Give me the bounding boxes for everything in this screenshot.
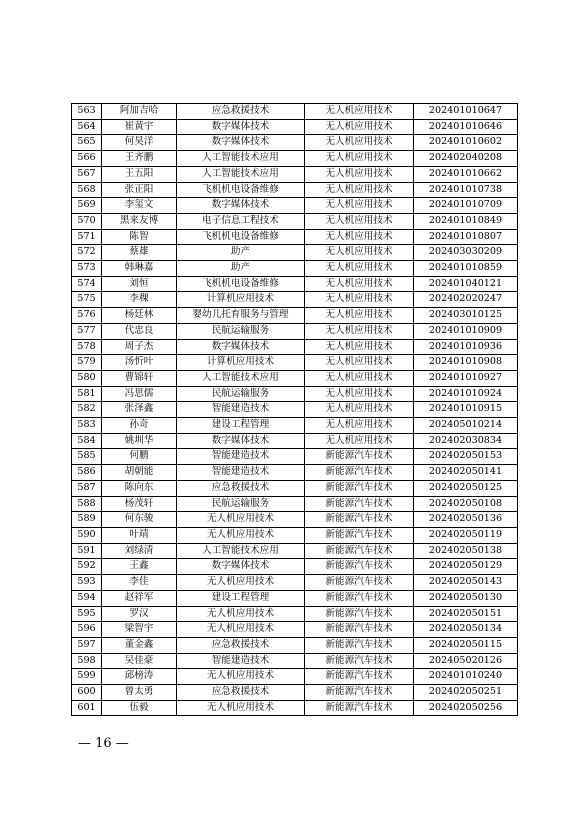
new-major-cell: 无人机应用技术 <box>305 166 414 182</box>
table-row <box>72 496 518 512</box>
table-row <box>72 323 518 339</box>
student-id-cell: 202401010915 <box>414 402 518 418</box>
table-row <box>72 449 518 465</box>
student-id-cell: 202402050134 <box>414 622 518 638</box>
student-name-cell: 王五阳 <box>102 166 177 182</box>
row-number-cell: 564 <box>72 119 102 135</box>
new-major-cell: 无人机应用技术 <box>305 151 414 167</box>
student-id-cell: 202402020247 <box>414 292 518 308</box>
student-name-cell: 曾太勇 <box>102 685 177 701</box>
original-major-cell: 无人机应用技术 <box>177 669 305 685</box>
original-major-cell: 无人机应用技术 <box>177 575 305 591</box>
row-number-cell: 601 <box>72 700 102 716</box>
table-row <box>72 653 518 669</box>
table-row <box>72 119 518 135</box>
new-major-cell: 无人机应用技术 <box>305 402 414 418</box>
student-name-cell: 何昊洋 <box>102 135 177 151</box>
row-number-cell: 597 <box>72 637 102 653</box>
student-id-cell: 202401010909 <box>414 323 518 339</box>
student-id-cell: 202401010908 <box>414 355 518 371</box>
original-major-cell: 应急救援技术 <box>177 104 305 120</box>
new-major-cell: 新能源汽车技术 <box>305 480 414 496</box>
new-major-cell: 新能源汽车技术 <box>305 606 414 622</box>
original-major-cell: 婴幼儿托育服务与管理 <box>177 308 305 324</box>
table-row <box>72 465 518 481</box>
row-number-cell: 595 <box>72 606 102 622</box>
new-major-cell: 无人机应用技术 <box>305 135 414 151</box>
table-row <box>72 418 518 434</box>
new-major-cell: 无人机应用技术 <box>305 355 414 371</box>
row-number-cell: 573 <box>72 261 102 277</box>
student-id-cell: 202401010240 <box>414 669 518 685</box>
student-id-cell: 202403030209 <box>414 245 518 261</box>
table-row <box>72 637 518 653</box>
student-name-cell: 蔡雄 <box>102 245 177 261</box>
row-number-cell: 587 <box>72 480 102 496</box>
table-row <box>72 276 518 292</box>
student-name-cell: 陈向东 <box>102 480 177 496</box>
new-major-cell: 新能源汽车技术 <box>305 465 414 481</box>
row-number-cell: 588 <box>72 496 102 512</box>
page-number: — 16 — <box>78 736 129 751</box>
new-major-cell: 新能源汽车技术 <box>305 559 414 575</box>
student-id-cell: 202401010924 <box>414 386 518 402</box>
new-major-cell: 无人机应用技术 <box>305 182 414 198</box>
table-row <box>72 213 518 229</box>
table-row <box>72 104 518 120</box>
new-major-cell: 无人机应用技术 <box>305 104 414 120</box>
original-major-cell: 人工智能技术应用 <box>177 166 305 182</box>
original-major-cell: 数字媒体技术 <box>177 135 305 151</box>
student-id-cell: 202401040121 <box>414 276 518 292</box>
row-number-cell: 565 <box>72 135 102 151</box>
original-major-cell: 民航运输服务 <box>177 496 305 512</box>
table-row <box>72 685 518 701</box>
student-id-cell: 202405020126 <box>414 653 518 669</box>
original-major-cell: 计算机应用技术 <box>177 355 305 371</box>
student-name-cell: 何东骏 <box>102 512 177 528</box>
row-number-cell: 568 <box>72 182 102 198</box>
original-major-cell: 人工智能技术应用 <box>177 543 305 559</box>
table-row <box>72 480 518 496</box>
original-major-cell: 无人机应用技术 <box>177 622 305 638</box>
original-major-cell: 数字媒体技术 <box>177 559 305 575</box>
table-row <box>72 182 518 198</box>
new-major-cell: 新能源汽车技术 <box>305 637 414 653</box>
student-id-cell: 202403010125 <box>414 308 518 324</box>
student-table <box>71 103 518 716</box>
table-row <box>72 606 518 622</box>
row-number-cell: 599 <box>72 669 102 685</box>
row-number-cell: 572 <box>72 245 102 261</box>
new-major-cell: 新能源汽车技术 <box>305 669 414 685</box>
new-major-cell: 新能源汽车技术 <box>305 527 414 543</box>
student-id-cell: 202401010646 <box>414 119 518 135</box>
original-major-cell: 智能建造技术 <box>177 465 305 481</box>
student-id-cell: 202401010709 <box>414 198 518 214</box>
original-major-cell: 数字媒体技术 <box>177 198 305 214</box>
student-name-cell: 汤忻叶 <box>102 355 177 371</box>
student-name-cell: 罗汉 <box>102 606 177 622</box>
new-major-cell: 新能源汽车技术 <box>305 622 414 638</box>
student-name-cell: 刘恒 <box>102 276 177 292</box>
table-row <box>72 261 518 277</box>
row-number-cell: 574 <box>72 276 102 292</box>
student-id-cell: 202402050115 <box>414 637 518 653</box>
student-name-cell: 赵祥军 <box>102 590 177 606</box>
student-name-cell: 梁智宇 <box>102 622 177 638</box>
new-major-cell: 无人机应用技术 <box>305 213 414 229</box>
student-name-cell: 吴佳豪 <box>102 653 177 669</box>
student-id-cell: 202402050119 <box>414 527 518 543</box>
new-major-cell: 新能源汽车技术 <box>305 496 414 512</box>
new-major-cell: 无人机应用技术 <box>305 323 414 339</box>
new-major-cell: 新能源汽车技术 <box>305 700 414 716</box>
table-row <box>72 402 518 418</box>
original-major-cell: 无人机应用技术 <box>177 700 305 716</box>
student-id-cell: 202402050136 <box>414 512 518 528</box>
table-row <box>72 622 518 638</box>
student-table-body <box>72 104 518 716</box>
row-number-cell: 592 <box>72 559 102 575</box>
student-name-cell: 黑来友博 <box>102 213 177 229</box>
row-number-cell: 594 <box>72 590 102 606</box>
student-name-cell: 姚圳华 <box>102 433 177 449</box>
row-number-cell: 566 <box>72 151 102 167</box>
row-number-cell: 576 <box>72 308 102 324</box>
student-name-cell: 崔黄宇 <box>102 119 177 135</box>
row-number-cell: 582 <box>72 402 102 418</box>
student-id-cell: 202401010738 <box>414 182 518 198</box>
new-major-cell: 无人机应用技术 <box>305 292 414 308</box>
table-row <box>72 135 518 151</box>
original-major-cell: 人工智能技术应用 <box>177 370 305 386</box>
row-number-cell: 600 <box>72 685 102 701</box>
original-major-cell: 智能建造技术 <box>177 402 305 418</box>
new-major-cell: 无人机应用技术 <box>305 386 414 402</box>
table-row <box>72 229 518 245</box>
row-number-cell: 570 <box>72 213 102 229</box>
new-major-cell: 新能源汽车技术 <box>305 575 414 591</box>
row-number-cell: 571 <box>72 229 102 245</box>
student-id-cell: 202402050108 <box>414 496 518 512</box>
original-major-cell: 无人机应用技术 <box>177 527 305 543</box>
student-id-cell: 202402050141 <box>414 465 518 481</box>
student-id-cell: 202401010807 <box>414 229 518 245</box>
table-row <box>72 669 518 685</box>
table-row <box>72 527 518 543</box>
student-id-cell: 202401010927 <box>414 370 518 386</box>
student-name-cell: 胡朝能 <box>102 465 177 481</box>
table-row <box>72 575 518 591</box>
student-name-cell: 周子杰 <box>102 339 177 355</box>
new-major-cell: 无人机应用技术 <box>305 370 414 386</box>
student-name-cell: 刘绿清 <box>102 543 177 559</box>
student-id-cell: 202402050130 <box>414 590 518 606</box>
student-name-cell: 王齐鹏 <box>102 151 177 167</box>
student-name-cell: 张正阳 <box>102 182 177 198</box>
table-row <box>72 386 518 402</box>
table-row <box>72 245 518 261</box>
row-number-cell: 584 <box>72 433 102 449</box>
table-row <box>72 198 518 214</box>
student-name-cell: 李稞 <box>102 292 177 308</box>
student-name-cell: 曹锦轩 <box>102 370 177 386</box>
original-major-cell: 建设工程管理 <box>177 590 305 606</box>
student-id-cell: 202402050138 <box>414 543 518 559</box>
original-major-cell: 无人机应用技术 <box>177 512 305 528</box>
new-major-cell: 无人机应用技术 <box>305 276 414 292</box>
student-id-cell: 202402050251 <box>414 685 518 701</box>
new-major-cell: 新能源汽车技术 <box>305 685 414 701</box>
row-number-cell: 578 <box>72 339 102 355</box>
student-id-cell: 202402050125 <box>414 480 518 496</box>
student-id-cell: 202402050151 <box>414 606 518 622</box>
table-row <box>72 559 518 575</box>
row-number-cell: 591 <box>72 543 102 559</box>
original-major-cell: 数字媒体技术 <box>177 119 305 135</box>
table-row <box>72 308 518 324</box>
new-major-cell: 无人机应用技术 <box>305 339 414 355</box>
student-name-cell: 杨茂轩 <box>102 496 177 512</box>
original-major-cell: 应急救援技术 <box>177 480 305 496</box>
table-row <box>72 151 518 167</box>
new-major-cell: 无人机应用技术 <box>305 418 414 434</box>
student-id-cell: 202402050143 <box>414 575 518 591</box>
row-number-cell: 581 <box>72 386 102 402</box>
row-number-cell: 583 <box>72 418 102 434</box>
row-number-cell: 577 <box>72 323 102 339</box>
original-major-cell: 飞机机电设备维修 <box>177 276 305 292</box>
student-id-cell: 202405010214 <box>414 418 518 434</box>
student-id-cell: 202401010849 <box>414 213 518 229</box>
new-major-cell: 新能源汽车技术 <box>305 512 414 528</box>
original-major-cell: 智能建造技术 <box>177 653 305 669</box>
student-name-cell: 韩琳嘉 <box>102 261 177 277</box>
row-number-cell: 575 <box>72 292 102 308</box>
student-name-cell: 李佳 <box>102 575 177 591</box>
student-name-cell: 陈智 <box>102 229 177 245</box>
table-row <box>72 292 518 308</box>
table-row <box>72 590 518 606</box>
student-name-cell: 杨廷林 <box>102 308 177 324</box>
student-id-cell: 202401010602 <box>414 135 518 151</box>
row-number-cell: 586 <box>72 465 102 481</box>
new-major-cell: 无人机应用技术 <box>305 308 414 324</box>
new-major-cell: 无人机应用技术 <box>305 433 414 449</box>
new-major-cell: 新能源汽车技术 <box>305 543 414 559</box>
student-name-cell: 阿加吉哈 <box>102 104 177 120</box>
student-name-cell: 孙奇 <box>102 418 177 434</box>
original-major-cell: 电子信息工程技术 <box>177 213 305 229</box>
original-major-cell: 数字媒体技术 <box>177 339 305 355</box>
original-major-cell: 飞机机电设备维修 <box>177 229 305 245</box>
new-major-cell: 无人机应用技术 <box>305 198 414 214</box>
original-major-cell: 应急救援技术 <box>177 685 305 701</box>
student-name-cell: 何鹏 <box>102 449 177 465</box>
student-name-cell: 王鑫 <box>102 559 177 575</box>
row-number-cell: 593 <box>72 575 102 591</box>
table-row <box>72 166 518 182</box>
new-major-cell: 无人机应用技术 <box>305 245 414 261</box>
student-name-cell: 叶靖 <box>102 527 177 543</box>
table-row <box>72 433 518 449</box>
student-name-cell: 董金鑫 <box>102 637 177 653</box>
original-major-cell: 飞机机电设备维修 <box>177 182 305 198</box>
row-number-cell: 563 <box>72 104 102 120</box>
row-number-cell: 590 <box>72 527 102 543</box>
row-number-cell: 569 <box>72 198 102 214</box>
row-number-cell: 579 <box>72 355 102 371</box>
original-major-cell: 人工智能技术应用 <box>177 151 305 167</box>
original-major-cell: 助产 <box>177 245 305 261</box>
student-name-cell: 伍毅 <box>102 700 177 716</box>
student-name-cell: 代忠良 <box>102 323 177 339</box>
student-name-cell: 张泽鑫 <box>102 402 177 418</box>
student-name-cell: 邱榜涛 <box>102 669 177 685</box>
original-major-cell: 智能建造技术 <box>177 449 305 465</box>
student-name-cell: 冯思儒 <box>102 386 177 402</box>
original-major-cell: 无人机应用技术 <box>177 606 305 622</box>
student-id-cell: 202401010662 <box>414 166 518 182</box>
original-major-cell: 建设工程管理 <box>177 418 305 434</box>
original-major-cell: 应急救援技术 <box>177 637 305 653</box>
table-row <box>72 700 518 716</box>
table-row <box>72 355 518 371</box>
row-number-cell: 598 <box>72 653 102 669</box>
student-id-cell: 202402050129 <box>414 559 518 575</box>
student-id-cell: 202401010859 <box>414 261 518 277</box>
new-major-cell: 无人机应用技术 <box>305 119 414 135</box>
original-major-cell: 数字媒体技术 <box>177 433 305 449</box>
row-number-cell: 580 <box>72 370 102 386</box>
table-row <box>72 543 518 559</box>
student-id-cell: 202402030834 <box>414 433 518 449</box>
student-id-cell: 202401010647 <box>414 104 518 120</box>
new-major-cell: 无人机应用技术 <box>305 261 414 277</box>
student-id-cell: 202402050256 <box>414 700 518 716</box>
new-major-cell: 新能源汽车技术 <box>305 653 414 669</box>
table-row <box>72 339 518 355</box>
table-row <box>72 370 518 386</box>
original-major-cell: 助产 <box>177 261 305 277</box>
original-major-cell: 民航运输服务 <box>177 323 305 339</box>
student-id-cell: 202402040208 <box>414 151 518 167</box>
new-major-cell: 无人机应用技术 <box>305 229 414 245</box>
row-number-cell: 589 <box>72 512 102 528</box>
new-major-cell: 新能源汽车技术 <box>305 449 414 465</box>
row-number-cell: 567 <box>72 166 102 182</box>
student-id-cell: 202402050153 <box>414 449 518 465</box>
row-number-cell: 596 <box>72 622 102 638</box>
student-name-cell: 李玺文 <box>102 198 177 214</box>
original-major-cell: 计算机应用技术 <box>177 292 305 308</box>
student-id-cell: 202401010936 <box>414 339 518 355</box>
new-major-cell: 新能源汽车技术 <box>305 590 414 606</box>
table-row <box>72 512 518 528</box>
original-major-cell: 民航运输服务 <box>177 386 305 402</box>
row-number-cell: 585 <box>72 449 102 465</box>
